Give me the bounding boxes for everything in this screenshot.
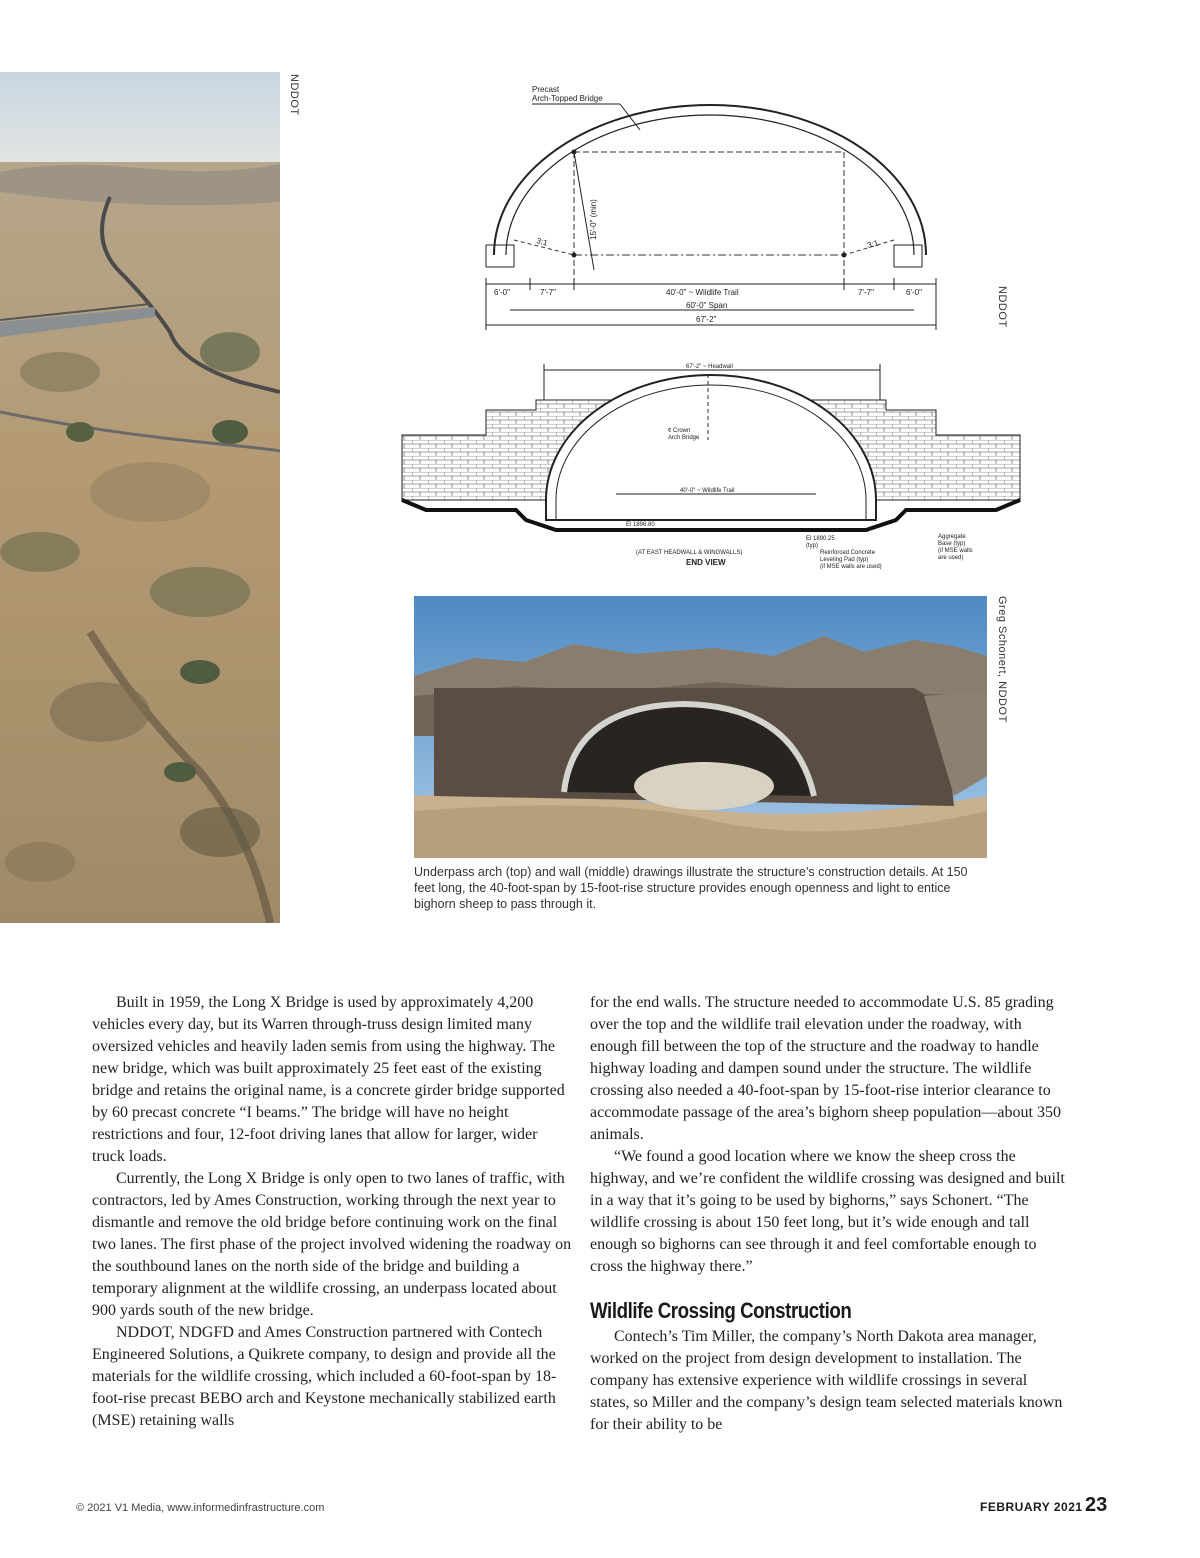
base-label: Aggregate Base (typ) (if MSE walls are used) xyxy=(938,534,973,561)
drawing-credit: NDDOT xyxy=(996,286,1008,328)
aerial-photo-credit: NDDOT xyxy=(288,74,300,116)
end-view-drawing xyxy=(396,360,1026,580)
dim-total: 67'-2" xyxy=(696,315,717,324)
note-label: (AT EAST HEADWALL & WINGWALLS) xyxy=(636,550,743,556)
footer-copyright: © 2021 V1 Media, www.informedinfrastructure.com xyxy=(76,1502,325,1514)
figure-caption: Underpass arch (top) and wall (middle) drawings illustrate the structure’s construction details. At 150 feet long, the 40-foot-span by 15-foot-rise structure provides enough openness and light to entice bighorn sheep to pass through it. xyxy=(414,865,968,911)
dim-trail: 40'-0" ~ Wildlife Trail xyxy=(666,288,739,297)
paragraph: for the end walls. The structure needed to accommodate U.S. 85 grading over the top and the wildlife trail elevation under the roadway, with enough fill between the top of the structure and the roadway to handle highway loading and dampen sound under the structure. The wildlife crossing also needed a 40-foot-span by 15-foot-rise interior clearance to accommodate passage of the area’s bighorn sheep population—about 350 animals. xyxy=(590,994,1061,1143)
crown-label: ¢ Crown Arch Bridge xyxy=(668,428,700,441)
pad-label: Reinforced Concrete Leveling Pad (typ) (if MSE walls are used) xyxy=(820,550,882,570)
slope-right-label: 3:1 xyxy=(866,238,880,250)
headwall-label: 67'-2" ~ Headwall xyxy=(686,364,733,370)
paragraph: NDDOT, NDGFD and Ames Construction partnered with Contech Engineered Solutions, a Quikrete company, to design and provide all the materials for the wildlife crossing, which included a 60-foot-span by 18-foot-rise precast BEBO arch and Keystone mechanically stabilized earth (MSE) retaining walls xyxy=(92,1324,557,1429)
dim-right-inner: 7'-7" xyxy=(858,288,874,297)
dim-span: 60'-0" Span xyxy=(686,301,728,310)
trail-label: 40'-0" ~ Wildlife Trail xyxy=(680,488,735,494)
el-right-label: El 1890.25 (typ) xyxy=(806,536,835,549)
dim-right-outer: 6'-0" xyxy=(906,288,922,297)
underpass-photo xyxy=(414,596,987,858)
slope-left-label: 3:1 xyxy=(535,236,549,248)
view-label: END VIEW xyxy=(686,558,726,567)
article-column-left xyxy=(92,992,572,1432)
paragraph: Contech’s Tim Miller, the company’s North Dakota area manager, worked on the project from design development to installation. The company has extensive experience with wildlife crossings in several states, so Miller and the company’s design team selected materials known for their ability to be xyxy=(590,1328,1063,1433)
page-number: 23 xyxy=(1085,1494,1108,1516)
arch-section-drawing xyxy=(470,80,950,330)
callout-text: Precast Arch-Topped Bridge xyxy=(532,85,603,103)
photo-credit: Greg Schonert, NDDOT xyxy=(996,596,1008,723)
paragraph: Currently, the Long X Bridge is only open to two lanes of traffic, with contractors, led by Ames Construction, working through the next year to dismantle and remove the old bridge before continuing work on the final two lanes. The first phase of the project involved widening the roadway on the southbound lanes on the north side of the bridge and building a temporary alignment at the wildlife crossing, an underpass located about 900 yards south of the new bridge. xyxy=(92,1170,572,1319)
section-heading: Wildlife Crossing Construction xyxy=(590,1298,852,1323)
el-left-label: El 1896.80 xyxy=(626,522,655,528)
dim-left-inner: 7'-7" xyxy=(540,288,556,297)
paragraph: Built in 1959, the Long X Bridge is used by approximately 4,200 vehicles every day, but its Warren through-truss design limited many oversized vehicles and heavily laden semis from using the highway. The new bridge, which was built approximately 25 feet east of the existing bridge and retains the original name, is a concrete girder bridge supported by 60 precast concrete “I beams.” The bridge will have no height restrictions and four, 12-foot driving lanes that allow for larger, wider truck loads. xyxy=(92,994,565,1165)
paragraph: “We found a good location where we know the sheep cross the highway, and we’re confident the wildlife crossing was designed and built in a way that it’s going to be used by bighorns,” says Schonert. “The wildlife crossing is about 150 feet long, but it’s wide enough and tall enough so bighorns can see through it and feel comfortable enough to cross the highway there.” xyxy=(590,1148,1065,1275)
rise-label: 15'-0" (min) xyxy=(589,199,598,240)
footer-issue-date: FEBRUARY 2021 xyxy=(980,1500,1083,1514)
dim-left-outer: 6'-0" xyxy=(494,288,510,297)
aerial-photo xyxy=(0,72,280,923)
article-column-right xyxy=(590,992,1070,1436)
